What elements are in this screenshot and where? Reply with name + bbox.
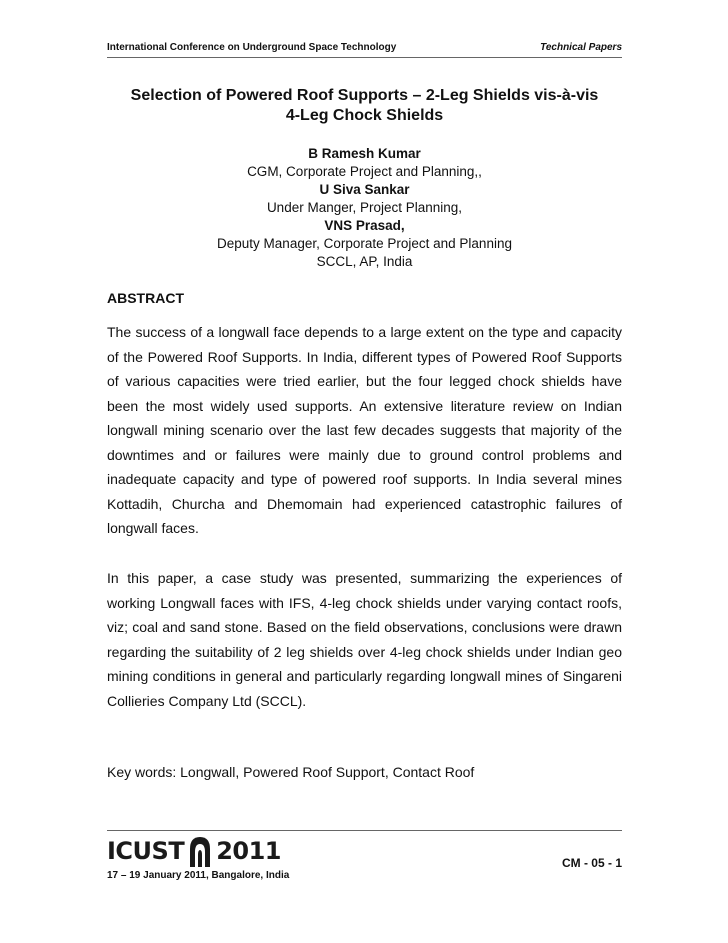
title-line-2: 4-Leg Chock Shields (285, 107, 444, 124)
conference-name: International Conference on Underground Space Technology (107, 42, 397, 53)
author-name: B Ramesh Kumar (308, 146, 421, 161)
author-affiliation: Under Manger, Project Planning, (266, 200, 463, 215)
running-header (107, 42, 622, 56)
logo-text-left: ICUST (107, 837, 185, 865)
conference-logo (107, 834, 281, 868)
author-name: U Siva Sankar (319, 182, 410, 197)
header-divider (107, 57, 622, 58)
author-affiliation: Deputy Manager, Corporate Project and Planning (217, 236, 512, 251)
section-label: Technical Papers (540, 42, 622, 53)
page-code: CM - 05 - 1 (561, 856, 622, 870)
paper-title (107, 86, 622, 126)
abstract-paragraph-1: The success of a longwall face depends to a large extent on the type and capacity of the Powered Roof Supports. In India, different types of Powered Roof Supports of various capacities were tried earlier, but the four legged chock shields have been the most widely used supports. An extensive literature review on Indian longwall mining scenario over the last few decades suggests that majority of the downtimes and or failures were mainly due to ground control problems and inadequate capacity and type of powered roof supports. In India several mines Kottadih, Churcha and Dhemomain had experienced catastrophic failures of longwall faces. (107, 324, 622, 536)
abstract-heading: ABSTRACT (107, 290, 184, 306)
author-block (107, 145, 622, 271)
title-line-1: Selection of Powered Roof Supports – 2-Leg Shields vis-à-vis (130, 87, 599, 104)
abstract-paragraph-2: In this paper, a case study was presented, summarizing the experiences of working Longwall faces with IFS, 4-leg chock shields under varying contact roofs, viz; coal and sand stone. Based on the field observations, conclusions were drawn regarding the suitability of 2 leg shields over 4-leg chock shields under Indian geo mining conditions in general and particularly regarding longwall mines of Singareni Collieries Company Ltd (SCCL). (107, 570, 622, 709)
conference-date-place: 17 – 19 January 2011, Bangalore, India (107, 870, 290, 881)
keywords: Key words: Longwall, Powered Roof Support, Contact Roof (107, 764, 475, 780)
logo-text-right: 2011 (216, 837, 281, 865)
author-affiliation: CGM, Corporate Project and Planning,, (247, 164, 482, 179)
tunnel-icon (188, 835, 212, 867)
author-name: VNS Prasad, (324, 218, 405, 233)
organization: SCCL, AP, India (316, 254, 413, 269)
footer-divider (107, 830, 622, 831)
